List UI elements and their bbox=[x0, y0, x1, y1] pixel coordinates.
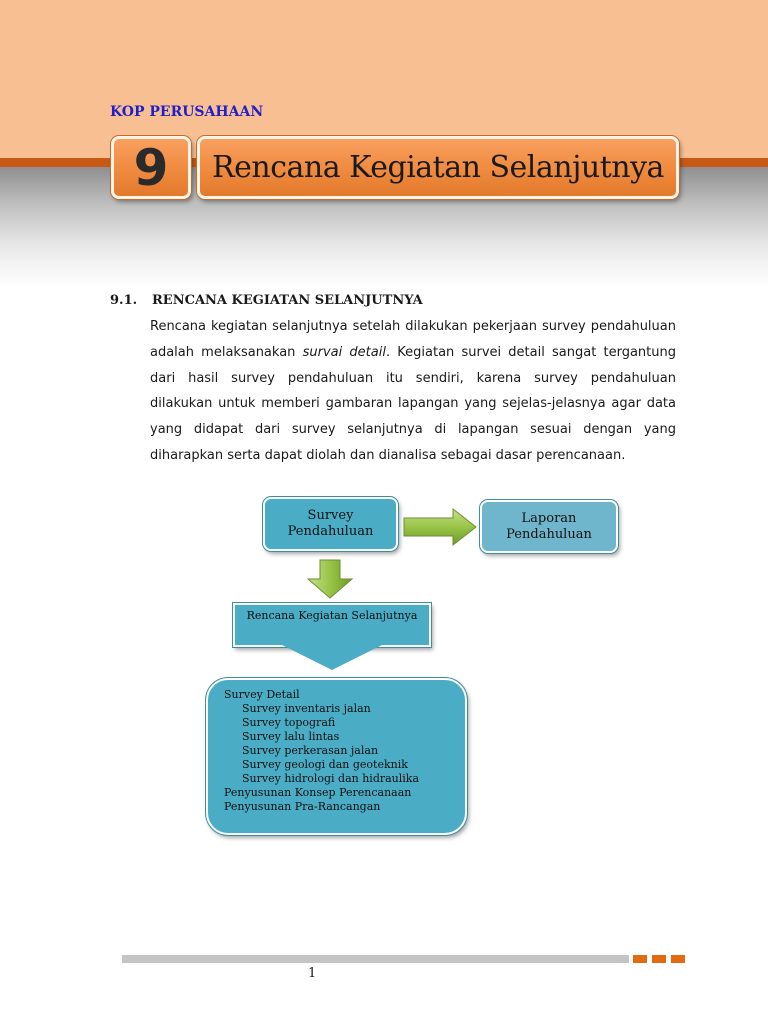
rencana-kegiatan-box bbox=[233, 603, 431, 647]
section-number: 9.1. bbox=[110, 293, 138, 308]
laporan-pendahuluan-box bbox=[480, 500, 618, 553]
box-label: Laporan bbox=[521, 510, 577, 526]
detail-item: Survey lalu lintas bbox=[242, 730, 340, 743]
footer-accent-square bbox=[652, 955, 666, 963]
survey-detail-box bbox=[206, 678, 467, 835]
detail-item: Survey topografi bbox=[242, 716, 336, 729]
paragraph-line: diharapkan serta dapat diolah dan dianalisa sebagai dasar perencanaan. bbox=[150, 447, 626, 463]
chapter-number-badge: 9 bbox=[111, 136, 191, 199]
paragraph-line: adalah melaksanakan survai detail. Kegiatan survei detail sangat tergantung bbox=[150, 344, 676, 360]
paragraph-line: dilakukan untuk memberi gambaran lapangan yang sejelas-jelasnya agar data bbox=[150, 396, 676, 412]
footer-accent-square bbox=[671, 955, 685, 963]
chevron-down-connector-icon bbox=[282, 645, 382, 671]
section-title: RENCANA KEGIATAN SELANJUTNYA bbox=[152, 293, 423, 308]
header-band bbox=[0, 0, 768, 158]
page-number: 1 bbox=[308, 966, 317, 981]
detail-title: Survey Detail bbox=[224, 688, 300, 701]
section-paragraph bbox=[150, 314, 676, 469]
detail-item: Survey perkerasan jalan bbox=[242, 744, 379, 757]
box-label: Rencana Kegiatan Selanjutnya bbox=[246, 609, 418, 622]
detail-item: Survey hidrologi dan hidraulika bbox=[242, 772, 420, 785]
paragraph-line: yang didapat dari survey selanjutnya di lapangan sesuai dengan yang bbox=[150, 422, 676, 438]
paragraph-line: Rencana kegiatan selanjutnya setelah dilakukan pekerjaan survey pendahuluan bbox=[150, 319, 676, 334]
right-arrow-icon bbox=[403, 508, 478, 546]
survey-pendahuluan-box bbox=[263, 497, 398, 551]
down-arrow-icon bbox=[307, 559, 353, 599]
detail-item: Survey inventaris jalan bbox=[242, 702, 371, 715]
footer-bar bbox=[122, 955, 629, 963]
detail-extra: Penyusunan Konsep Perencanaan bbox=[224, 786, 412, 799]
italic-term: survai detail bbox=[302, 344, 386, 360]
detail-item: Survey geologi dan geoteknik bbox=[242, 758, 408, 771]
company-letterhead: KOP PERUSAHAAN bbox=[110, 104, 264, 120]
paragraph-line: dari hasil survey pendahuluan itu sendiri, karena survey pendahuluan bbox=[150, 370, 676, 386]
footer-accent-square bbox=[633, 955, 647, 963]
chapter-title: Rencana Kegiatan Selanjutnya bbox=[197, 136, 679, 199]
detail-extra: Penyusunan Pra-Rancangan bbox=[224, 800, 381, 813]
box-label: Survey bbox=[307, 508, 354, 523]
box-label: Pendahuluan bbox=[506, 526, 592, 542]
box-label: Pendahuluan bbox=[287, 524, 374, 539]
